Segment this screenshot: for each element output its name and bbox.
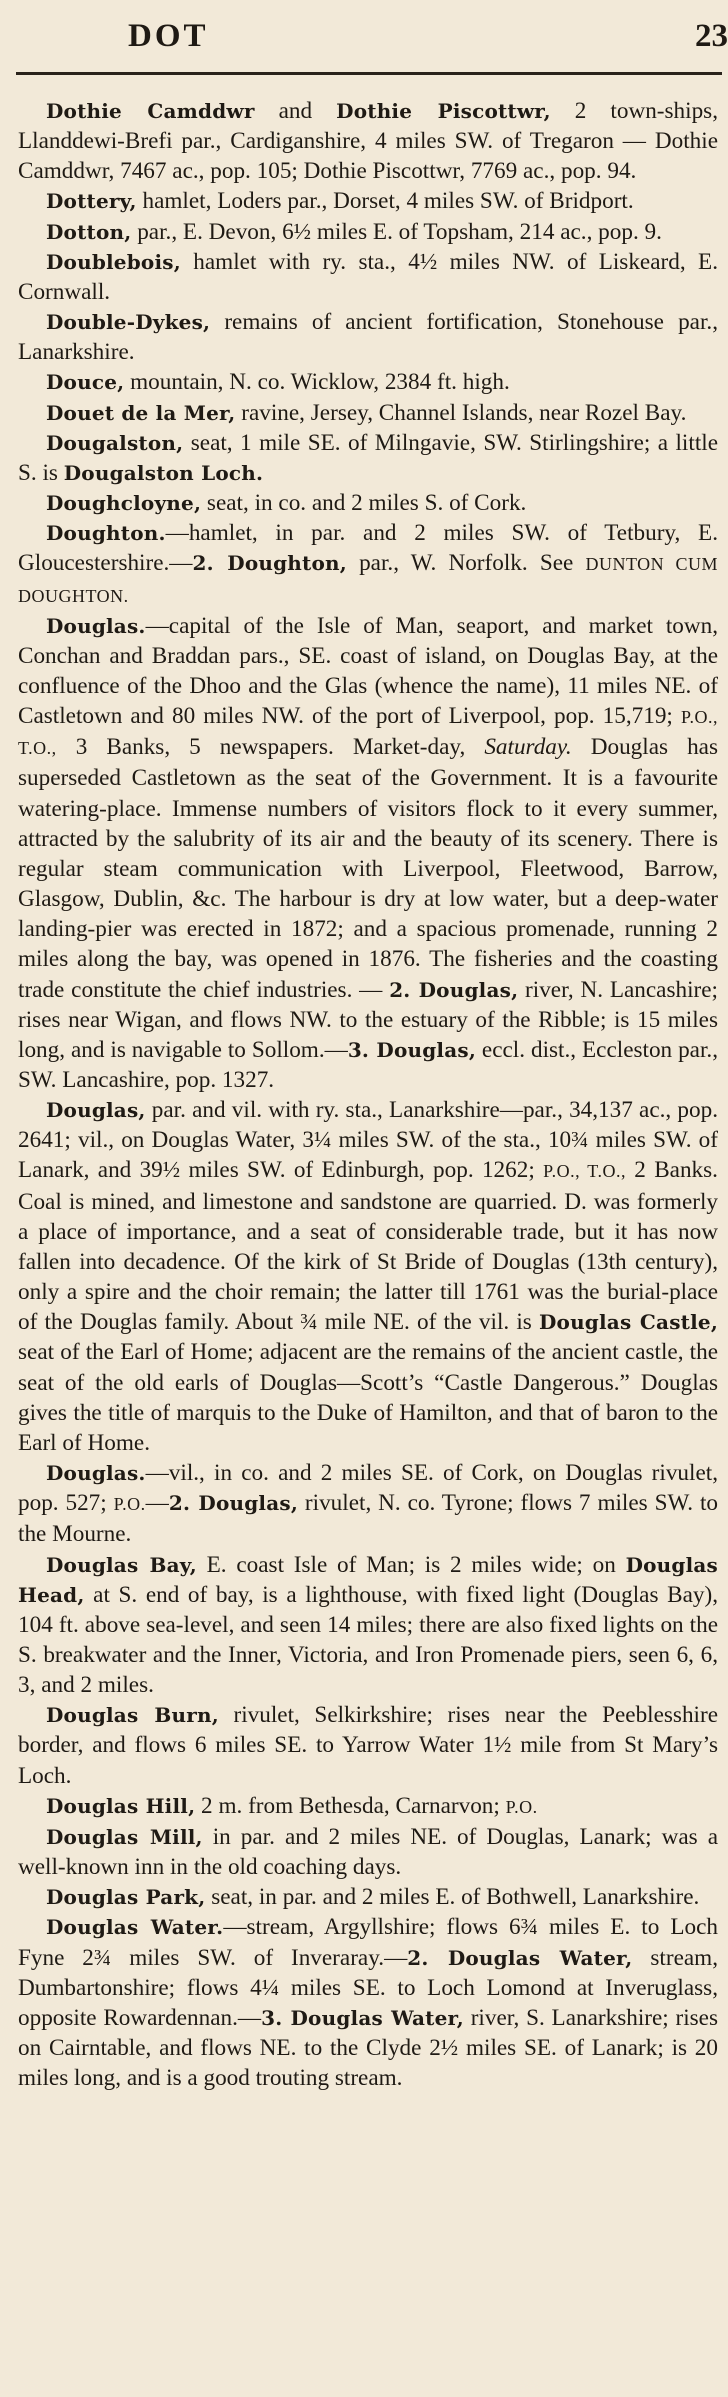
entry-headword: Dougalston Loch. <box>63 460 264 485</box>
gazetteer-entry <box>18 1700 718 1790</box>
running-head: DOT <box>128 18 209 54</box>
entry-headword: Douglas Hill, <box>46 1793 196 1818</box>
entry-headword: 2. Doughton, <box>192 551 347 576</box>
entry-text: remains of ancient fortification, Stonehouse par., Lanarkshire. <box>18 309 718 366</box>
entry-text: — <box>145 1490 169 1517</box>
gazetteer-entry <box>18 1550 718 1701</box>
entry-text: rivulet, N. co. Tyrone; flows 7 miles SW. to the Mourne. <box>18 1490 718 1548</box>
entry-text: seat, in par. and 2 miles E. of Bothwell, Lanarkshire. <box>205 1884 700 1911</box>
gazetteer-entry <box>18 1458 718 1549</box>
entry-abbrev: P.O. <box>113 1494 146 1515</box>
entry-text: seat, 1 mile SE. of Milngavie, SW. Stirlingshire; a little S. is <box>18 429 718 486</box>
entry-headword: Douglas Castle, <box>538 1310 718 1335</box>
entry-headword: Doughton. <box>46 521 166 546</box>
entry-headword: 3. Douglas Water, <box>261 2005 464 2030</box>
entry-text: —capital of the Isle of Man, seaport, and market town, Conchan and Braddan pars., SE. coast of island, on Douglas Bay, at the confluence of the Dhoo and the Glas (whence the name), 11 miles NE. of Castletown and 80 miles NW. of the port of Liverpool, pop. 15,719; <box>18 612 718 730</box>
gazetteer-entry <box>18 367 718 397</box>
entry-text: 2 Banks. Coal is mined, and limestone and sandstone are quarried. D. was formerly a place of importance, and a seat of considerable trade, but it has now fallen into decadence. Of the kirk of St Bride of Douglas (13th century), only a spire and the choir remain; the latter till 1761 was the burial-place of the Douglas family. About ¾ mile NE. of the vil. is <box>18 1157 718 1336</box>
entry-headword: 2. Douglas, <box>168 1491 298 1516</box>
gazetteer-entry <box>18 217 718 247</box>
entry-text: seat, in co. and 2 miles S. of Cork. <box>201 490 527 517</box>
entry-italic: Saturday. <box>484 734 572 761</box>
entry-text: par., W. Norfolk. See <box>346 550 586 577</box>
entry-headword: Doughcloyne, <box>46 491 202 516</box>
entry-text: in par. and 2 miles NE. of Douglas, Lanark; was a well-known inn in the old coaching days. <box>18 1823 718 1881</box>
gazetteer-entry <box>18 307 718 367</box>
entry-headword: Dotton, <box>46 219 132 244</box>
entry-text: —hamlet, in par. and 2 miles SW. of Tetbury, E. Gloucestershire.— <box>18 520 718 577</box>
entry-headword: Douglas Burn, <box>46 1703 219 1728</box>
entry-text: eccl. dist., Eccleston par., SW. Lancashire, pop. 1327. <box>18 1036 718 1093</box>
entry-text: stream, Dumbartonshire; flows 4¼ miles SE. to Loch Lomond at Inveruglass, opposite Rowardennan.— <box>18 1944 718 2031</box>
entry-text: river, N. Lancashire; rises near Wigan, and flows NW. to the estuary of the Ribble; is 15 miles long, and is navigable to Sollom.— <box>18 976 718 1063</box>
entry-text: mountain, N. co. Wicklow, 2384 ft. high. <box>124 369 510 396</box>
entry-text: —stream, Argyllshire; flows 6¾ miles E. to Loch Fyne 2¾ miles SW. of Inveraray.— <box>18 1914 718 1971</box>
entry-text: —vil., in co. and 2 miles SE. of Cork, on Douglas rivulet, pop. 527; <box>18 1460 718 1517</box>
entry-headword: Douglas. <box>46 613 146 638</box>
page-header <box>0 0 728 66</box>
entry-text: hamlet with ry. sta., 4½ miles NW. of Liskeard, E. Cornwall. <box>18 248 718 305</box>
entry-headword: Douglas Park, <box>46 1885 206 1910</box>
gazetteer-entry <box>18 247 718 307</box>
entry-headword: Dougalston, <box>46 430 184 455</box>
entry-abbrev: P.O. <box>505 1796 538 1817</box>
gazetteer-entry <box>18 488 718 518</box>
gazetteer-entry <box>18 1095 718 1458</box>
gazetteer-entry <box>18 398 718 428</box>
entry-headword: 2. Douglas Water, <box>407 1945 633 1970</box>
entry-headword: Douet de la Mer, <box>46 400 236 425</box>
page-number: 23 <box>695 18 728 54</box>
entry-text: seat of the Earl of Home; adjacent are the remains of the ancient castle, the seat of the old earls of Douglas—Scott’s “Castle Dangerous.” Douglas gives the title of marquis to the Duke of Hamilton, and that of baron to the Earl of Home. <box>18 1339 718 1456</box>
entry-headword: Dothie Piscottwr, <box>336 99 551 123</box>
entry-text: at S. end of bay, is a lighthouse, with fixed light (Douglas Bay), 104 ft. above sea-level, and seen 14 miles; there are also fixed lights on the S. breakwater and the Inner, Victoria, and Iron Promenade piers, seen 6, 6, 3, and 2 miles. <box>18 1581 718 1699</box>
entry-text: hamlet, Loders par., Dorset, 4 miles SW. of Bridport. <box>136 188 634 215</box>
entry-abbrev: DUNTON CUM DOUGHTON. <box>18 554 718 606</box>
entry-headword: Dottery, <box>46 189 137 214</box>
entry-text: par. and vil. with ry. sta., Lanarkshire—par., 34,137 ac., pop. 2641; vil., on Douglas Water, 3¼ miles SW. of the sta., 10¾ miles SW. of Lanark, and 39½ miles SW. of Edinburgh, pop. 1262; <box>18 1097 718 1184</box>
entry-text: 2 town-ships, Llanddewi-Brefi par., Cardiganshire, 4 miles SW. of Tregaron — Dothie Camddwr, 7467 ac., pop. 105; Dothie Piscottwr, 7769 ac., pop. 94. <box>18 98 719 185</box>
gazetteer-entry <box>18 1882 718 1912</box>
entry-text: 2 m. from Bethesda, Carnarvon; <box>195 1792 506 1819</box>
entry-text: Douglas has superseded Castletown as the seat of the Government. It is a favourite watering-place. Immense numbers of visitors flock to it every summer, attracted by the salubrity of its air and the beauty of its scenery. There is regular steam communication with Liverpool, Fleetwood, Barrow, Glasgow, Dublin, &c. The harbour is dry at low water, but a deep-water landing-pier was erected in 1872; and a spacious promenade, running 2 miles along the bay, was opened in 1876. The fisheries and the coasting trade constitute the chief industries. — <box>18 734 718 1003</box>
entry-text: E. coast Isle of Man; is 2 miles wide; on <box>196 1551 626 1578</box>
gazetteer-entry <box>18 96 718 186</box>
gazetteer-entry <box>18 611 718 1096</box>
entry-text: par., E. Devon, 6½ miles E. of Topsham, 214 ac., pop. 9. <box>131 218 662 245</box>
entry-headword: Douglas, <box>46 1098 146 1123</box>
entry-headword: Douce, <box>46 370 125 395</box>
entry-text: and <box>254 98 337 124</box>
entry-headword: 2. Douglas, <box>389 977 519 1002</box>
gazetteer-entry <box>18 518 718 610</box>
gazetteer-entry <box>18 428 718 488</box>
gazetteer-entry <box>18 1791 718 1822</box>
entry-headword: Double-Dykes, <box>46 310 211 335</box>
entry-text: 3 Banks, 5 newspapers. Market-day, <box>56 734 485 761</box>
entry-text: river, S. Lanarkshire; rises on Cairntable, and flows NE. to the Clyde 2½ miles SE. of Lanark; is 20 miles long, and is a good trouting stream. <box>18 2004 718 2092</box>
gazetteer-entry <box>18 1912 718 2093</box>
entry-headword: Douglas. <box>46 1461 146 1486</box>
entry-headword: 3. Douglas, <box>347 1037 476 1062</box>
entry-headword: Douglas Water. <box>46 1915 224 1940</box>
entry-list <box>18 96 718 2093</box>
header-rule <box>16 72 722 75</box>
entry-headword: Douglas Mill, <box>46 1824 203 1849</box>
gazetteer-entry <box>18 1822 718 1882</box>
entry-headword: Dothie Camddwr <box>46 99 255 123</box>
entry-abbrev: P.O., T.O., <box>18 707 718 759</box>
entry-headword: Douglas Bay, <box>46 1552 197 1577</box>
entry-text: ravine, Jersey, Channel Islands, near Rozel Bay. <box>235 399 687 426</box>
entry-headword: Doublebois, <box>46 249 181 274</box>
entry-text: rivulet, Selkirkshire; rises near the Peeblesshire border, and flows 6 miles SE. to Yarrow Water 1½ mile from St Mary’s Loch. <box>18 1702 718 1789</box>
entry-abbrev: P.O., T.O., <box>543 1161 626 1182</box>
gazetteer-entry <box>18 186 718 216</box>
entry-headword: Douglas Head, <box>18 1552 719 1607</box>
